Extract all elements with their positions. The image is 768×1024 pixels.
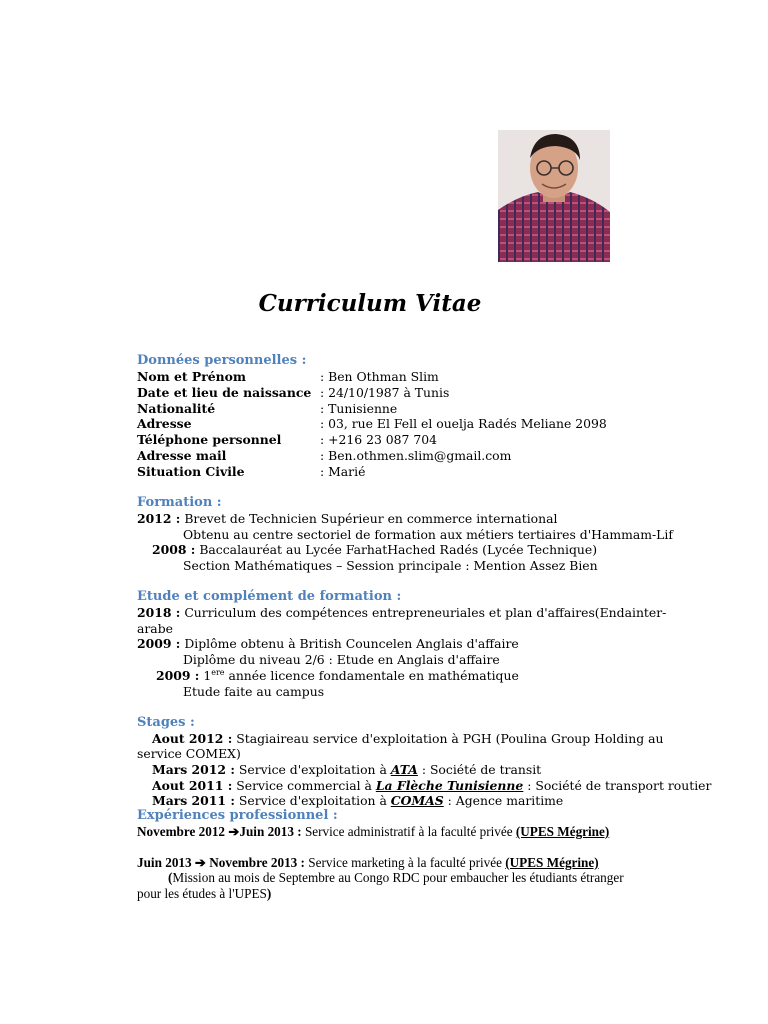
etude-2009-campus: Etude faite au campus	[183, 684, 325, 699]
entry-text: : Société de transport routier	[523, 778, 712, 793]
value-phone: : +216 23 087 704	[320, 432, 438, 447]
value-address: : 03, rue El Fell el ouelja Radés Meliane 2098	[320, 416, 607, 431]
value-email: : Ben.othmen.slim@gmail.com	[320, 448, 512, 463]
label-address: Adresse	[137, 416, 192, 431]
organization: (UPES Mégrine)	[505, 855, 599, 870]
etude-2009-licence	[156, 668, 519, 684]
experience-upes-marketing	[137, 855, 599, 871]
organization: (UPES Mégrine)	[515, 824, 610, 839]
experience-mission-cont	[137, 886, 271, 902]
date-range: Novembre 2012 ➔Juin 2013 :	[137, 824, 302, 839]
etude-2009	[137, 636, 519, 652]
section-stages-heading: Stages :	[137, 715, 195, 730]
date-label: Aout 2012 :	[152, 731, 233, 746]
entry-text: année licence fondamentale en mathématique	[224, 668, 519, 683]
value-civil: : Marié	[320, 464, 366, 479]
label-phone: Téléphone personnel	[137, 432, 282, 447]
section-personal-heading: Données personnelles :	[137, 353, 307, 368]
entry-text: Curriculum des compétences entrepreneuriales et plan d'affaires(Endainter-	[180, 605, 667, 620]
entry-text: Service commercial à	[232, 778, 376, 793]
etude-2018	[137, 605, 666, 621]
date-label: Mars 2011 :	[152, 793, 235, 808]
company-name: La Flèche Tunisienne	[375, 778, 524, 793]
label-civil: Situation Civile	[137, 464, 245, 479]
section-experiences-heading: Expériences professionnel :	[137, 808, 338, 823]
year-label: 2009 :	[156, 668, 200, 683]
section-formation-heading: Formation :	[137, 495, 222, 510]
entry-text: Service d'exploitation à	[234, 762, 391, 777]
year-label: 2008 :	[152, 542, 196, 557]
profile-photo	[498, 130, 610, 262]
entry-text: Brevet de Technicien Supérieur en commerce international	[180, 511, 558, 526]
stage-mars-2011	[152, 793, 563, 809]
date-label: Aout 2011 :	[152, 778, 233, 793]
formation-2012	[137, 511, 557, 527]
stage-aout-2012-cont: service COMEX)	[137, 746, 241, 761]
experience-mission	[168, 870, 624, 886]
company-name: COMAS	[390, 793, 444, 808]
entry-text: : Agence maritime	[443, 793, 564, 808]
superscript: ere	[211, 667, 225, 677]
section-etude-heading: Etude et complément de formation :	[137, 589, 402, 604]
entry-text: : Société de transit	[417, 762, 542, 777]
company-name: ATA	[390, 762, 418, 777]
paren-open: (	[168, 870, 173, 885]
year-label: 2018 :	[137, 605, 181, 620]
entry-text: Service d'exploitation à	[234, 793, 391, 808]
paren-close: )	[266, 886, 272, 901]
entry-text: 1	[199, 668, 212, 683]
entry-text: Service administratif à la faculté privée	[301, 824, 516, 839]
label-birth: Date et lieu de naissance	[137, 385, 312, 400]
value-nationality: : Tunisienne	[320, 401, 398, 416]
formation-2012-detail: Obtenu au centre sectoriel de formation aux métiers tertiaires d'Hammam-Lif	[183, 527, 673, 542]
value-name: : Ben Othman Slim	[320, 369, 439, 384]
entry-text: Baccalauréat au Lycée FarhatHached Radés (Lycée Technique)	[195, 542, 598, 557]
entry-text: Mission au mois de Septembre au Congo RDC pour embaucher les étudiants étranger	[172, 870, 624, 885]
stage-aout-2012	[152, 731, 663, 747]
year-label: 2012 :	[137, 511, 181, 526]
value-birth: : 24/10/1987 à Tunis	[320, 385, 450, 400]
stage-mars-2012	[152, 762, 541, 778]
entry-text: Diplôme obtenu à British Councelen Anglais d'affaire	[180, 636, 519, 651]
label-nationality: Nationalité	[137, 401, 216, 416]
etude-2018-cont: arabe	[137, 621, 173, 636]
stage-aout-2011	[152, 778, 711, 794]
formation-2008-detail: Section Mathématiques – Session principale : Mention Assez Bien	[183, 558, 598, 573]
formation-2008	[152, 542, 597, 558]
etude-2009-detail: Diplôme du niveau 2/6 : Etude en Anglais d'affaire	[183, 652, 500, 667]
label-email: Adresse mail	[137, 448, 227, 463]
experience-upes-admin	[137, 824, 609, 840]
entry-text: pour les études à l'UPES	[137, 886, 267, 901]
date-label: Mars 2012 :	[152, 762, 235, 777]
entry-text: Stagiaireau service d'exploitation à PGH (Poulina Group Holding au	[232, 731, 664, 746]
page-title: Curriculum Vitae	[258, 290, 482, 317]
date-range: Juin 2013 ➔ Novembre 2013 :	[137, 855, 305, 870]
year-label: 2009 :	[137, 636, 181, 651]
entry-text: Service marketing à la faculté privée	[304, 855, 506, 870]
label-name: Nom et Prénom	[137, 369, 247, 384]
